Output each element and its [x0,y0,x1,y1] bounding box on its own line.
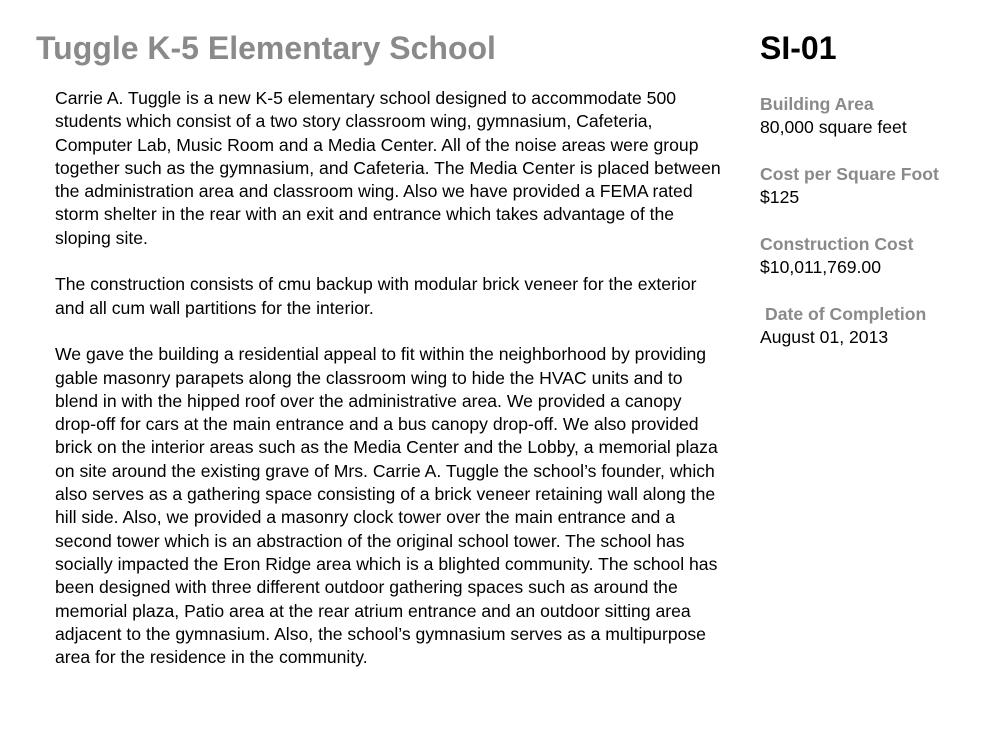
fact-date-of-completion [760,303,990,349]
fact-label: Date of Completion [765,304,927,324]
sheet-id: SI-01 [760,30,837,66]
fact-building-area [760,93,990,139]
description-paragraph-construction: The construction consists of cmu backup with modular brick veneer for the exterior and all cum wall partitions for the interior. [55,274,697,318]
fact-value: $125 [760,187,800,207]
description-paragraph-design: We gave the building a residential appeal to fit within the neighborhood by providing gable masonry parapets along the classroom wing to hide the HVAC units and to blend in with the hipped roof over the administrative area. We provided a canopy drop-off for cars at the main entrance and a bus canopy drop-off. We also provided brick on the interior areas such as the Media Center and the Lobby, a memorial plaza on site around the existing grave of Mrs. Carrie A. Tuggle the school’s founder, which also serves as a gathering space consisting of a brick veneer retaining wall along the hill side. Also, we provided a masonry clock tower over the main entrance and a second tower which is an abstraction of the original school tower. The school has socially impacted the Eron Ridge area which is a blighted community. The school has been designed with three different outdoor gathering spaces such as around the memorial plaza, Patio area at the rear atrium entrance and an outdoor sitting area adjacent to the gymnasium. Also, the school’s gymnasium serves as a multipurpose area for the residence in the community. [55,344,718,668]
fact-construction-cost [760,233,990,279]
fact-value: August 01, 2013 [760,327,889,347]
fact-cost-per-square-foot [760,163,990,209]
page-title: Tuggle K-5 Elementary School [36,30,496,66]
project-facts [760,93,990,373]
project-description [55,87,725,669]
fact-value: 80,000 square feet [760,117,907,137]
description-paragraph-program: Carrie A. Tuggle is a new K-5 elementary school designed to accommodate 500 students which consist of a two story classroom wing, gymnasium, Cafeteria, Computer Lab, Music Room and a Media Center. All of the noise areas were group together such as the gymnasium, and Cafeteria. The Media Center is placed between the administration area and classroom wing. Also we have provided a FEMA rated storm shelter in the rear with an exit and entrance which takes advantage of the sloping site. [55,88,721,248]
fact-value: $10,011,769.00 [760,257,881,277]
fact-label: Building Area [760,94,874,114]
fact-label: Construction Cost [760,234,914,254]
fact-label: Cost per Square Foot [760,164,939,184]
